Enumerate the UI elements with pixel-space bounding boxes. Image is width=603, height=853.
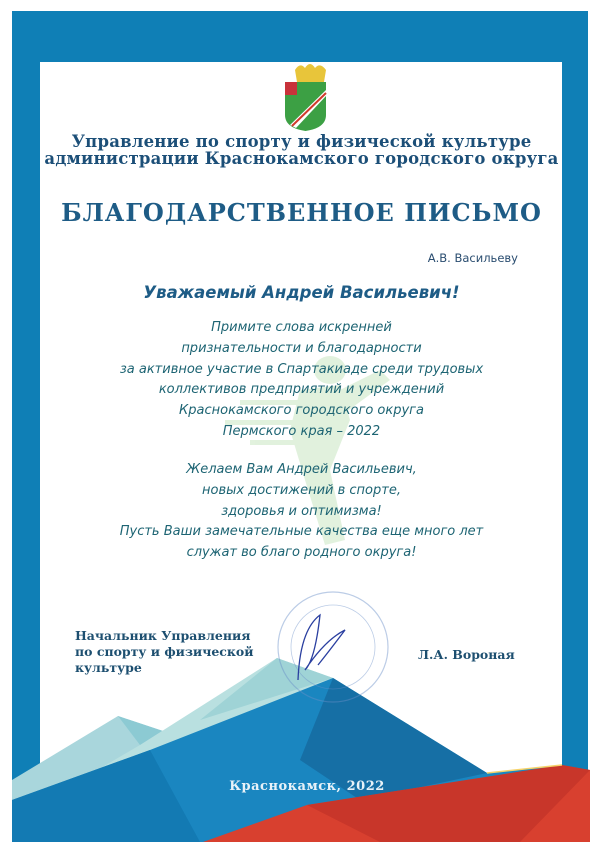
text-line: Желаем Вам Андрей Васильевич,: [186, 462, 417, 477]
text-line: здоровья и оптимизма!: [221, 503, 382, 519]
position-line: культуре: [75, 660, 142, 675]
mountains-graphic: [12, 658, 590, 842]
document-title: БЛАГОДАРСТВЕННОЕ ПИСЬМО: [61, 198, 542, 227]
position-line: Начальник Управления: [75, 628, 251, 643]
text-line: служат во благо родного округа!: [186, 545, 417, 561]
text-line: новых достижений в спорте,: [202, 482, 401, 498]
place-and-year: Краснокамск, 2022: [229, 779, 385, 794]
text-line: Пермского края – 2022: [222, 423, 381, 439]
signatory-position: [75, 628, 254, 676]
organization-name: [0, 133, 603, 167]
position-line: по спорту и физической: [75, 644, 254, 659]
text-line: Краснокамского городского округа: [179, 403, 424, 419]
text-line: коллективов предприятий и учреждений: [158, 382, 445, 398]
signatory-name: Л.А. Вороная: [418, 647, 515, 662]
text-line: Пусть Ваши замечательные качества еще много лет: [119, 524, 484, 540]
addressee: А.В. Васильеву: [427, 251, 518, 265]
text-line: Примите слова искренней: [211, 320, 392, 335]
org-line-1: Управление по спорту и физической культуре: [71, 132, 532, 151]
text-line: признательности и благодарности: [181, 340, 422, 356]
org-line-2: администрации Краснокамского городского округа: [44, 149, 559, 168]
text-line: за активное участие в Спартакиаде среди трудовых: [119, 361, 484, 377]
wishes-paragraph: [0, 460, 603, 564]
gratitude-paragraph: [0, 318, 603, 443]
coat-of-arms: [285, 64, 326, 131]
greeting: Уважаемый Андрей Васильевич!: [143, 283, 460, 302]
